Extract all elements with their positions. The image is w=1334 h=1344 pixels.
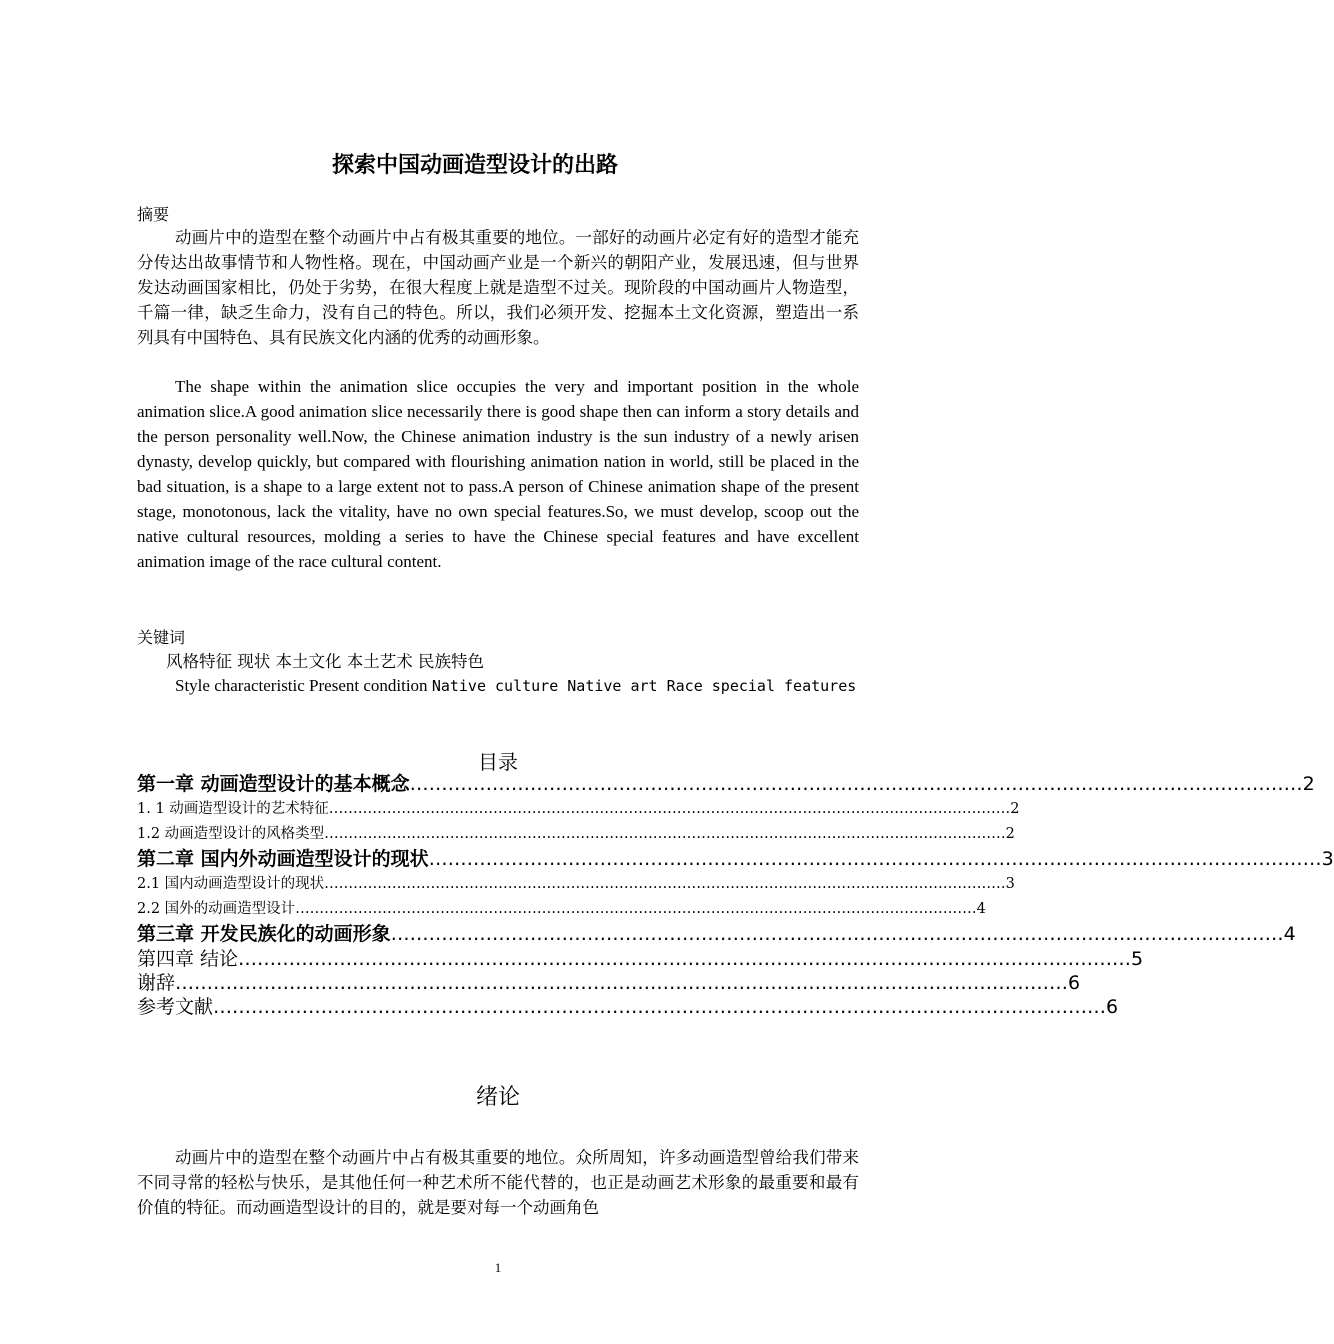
keywords-english bbox=[137, 673, 859, 699]
keywords-english-part1: Style characteristic Present condition bbox=[175, 676, 432, 695]
toc-entry-page: 6 bbox=[1106, 996, 1119, 1018]
keywords-english-part2: Native culture Native art Race special features bbox=[431, 677, 857, 695]
toc-leader-dots: …………………………………………………………………………………………………………………………… bbox=[409, 773, 1303, 795]
toc-entry-page: 3 bbox=[1005, 876, 1015, 892]
toc-leader-dots: …………………………………………………………………………………………………………………………… bbox=[328, 801, 1011, 817]
toc-entry-label: 第二章 国内外动画造型设计的现状 bbox=[137, 848, 429, 870]
toc-leader-dots: …………………………………………………………………………………………………………………………… bbox=[324, 876, 1006, 892]
introduction-heading: 绪论 bbox=[475, 1085, 520, 1110]
table-of-contents bbox=[137, 772, 1334, 1019]
toc-entry-label: 第三章 开发民族化的动画形象 bbox=[137, 923, 391, 945]
toc-entry-page: 2 bbox=[1010, 801, 1020, 817]
toc-entry-page: 2 bbox=[1005, 826, 1015, 842]
toc-entry-page: 5 bbox=[1131, 948, 1144, 970]
abstract-english: The shape within the animation slice occupies the very and important position in the whole animation slice.A good animation slice necessarily there is good shape then can inform a story details and the person personality well.Now, the Chinese animation industry is the sun industry of a newly arisen dynasty, develop quickly, but compared with flourishing animation nation in world, still be placed in the bad situation, is a shape to a large extent not to pass.A person of Chinese animation shape of the present stage, monotonous, lack the vitality, have no own special features.So, we must develop, scoop out the native cultural resources, molding a series to have the Chinese special features and have excellent animation image of the race cultural content. bbox=[137, 377, 859, 571]
toc-entry bbox=[137, 797, 1020, 822]
toc-entry-label: 第一章 动画造型设计的基本概念 bbox=[137, 773, 410, 795]
toc-entry bbox=[137, 947, 1144, 971]
toc-leader-dots: …………………………………………………………………………………………………………………………… bbox=[175, 972, 1069, 994]
toc-entry-label: 2.1 国内动画造型设计的现状 bbox=[137, 876, 325, 892]
keywords-heading: 关键词 bbox=[137, 628, 186, 647]
toc-leader-dots: …………………………………………………………………………………………………………………………… bbox=[238, 948, 1132, 970]
toc-entry-label: 第四章 结论 bbox=[137, 948, 239, 970]
toc-entry bbox=[137, 822, 1015, 847]
toc-entry-label: 1.2 动画造型设计的风格类型 bbox=[137, 826, 325, 842]
toc-entry-label: 参考文献 bbox=[137, 996, 214, 1018]
toc-leader-dots: …………………………………………………………………………………………………………………………… bbox=[295, 901, 977, 917]
toc-entry-label: 1. 1 动画造型设计的艺术特征 bbox=[137, 801, 329, 817]
toc-entry-page: 3 bbox=[1321, 848, 1334, 870]
toc-entry-page: 4 bbox=[1283, 923, 1296, 945]
toc-entry-page: 4 bbox=[976, 901, 986, 917]
abstract-chinese: 动画片中的造型在整个动画片中占有极其重要的地位。一部好的动画片必定有好的造型才能充分传达出故事情节和人物性格。现在，中国动画产业是一个新兴的朝阳产业，发展迅速，但与世界发达动画国家相比，仍处于劣势，在很大程度上就是造型不过关。现阶段的中国动画片人物造型，千篇一律，缺乏生命力，没有自己的特色。所以，我们必须开发、挖掘本土文化资源，塑造出一系列具有中国特色、具有民族文化内涵的优秀的动画形象。 bbox=[137, 228, 859, 347]
toc-entry-page: 6 bbox=[1068, 972, 1081, 994]
toc-leader-dots: …………………………………………………………………………………………………………………………… bbox=[324, 826, 1006, 842]
toc-entry bbox=[137, 971, 1081, 995]
toc-entry-label: 谢辞 bbox=[137, 972, 176, 994]
toc-entry-label: 2.2 国外的动画造型设计 bbox=[137, 901, 296, 917]
toc-entry bbox=[137, 922, 1296, 947]
introduction-text: 动画片中的造型在整个动画片中占有极其重要的地位。众所周知，许多动画造型曾给我们带来不同寻常的轻松与快乐，是其他任何一种艺术所不能代替的，也正是动画艺术形象的最重要和最有价值的特征。而动画造型设计的目的，就是要对每一个动画角色 bbox=[137, 1148, 859, 1217]
toc-entry bbox=[137, 897, 986, 922]
toc-entry bbox=[137, 995, 1119, 1019]
toc-leader-dots: …………………………………………………………………………………………………………………………… bbox=[390, 923, 1284, 945]
toc-entry bbox=[137, 872, 1015, 897]
toc-title: 目录 bbox=[478, 750, 518, 774]
document-title: 探索中国动画造型设计的出路 bbox=[331, 153, 618, 178]
abstract-heading: 摘要 bbox=[137, 205, 170, 224]
toc-entry-page: 2 bbox=[1302, 773, 1315, 795]
keywords-chinese: 风格特征 现状 本土文化 本土艺术 民族特色 bbox=[166, 652, 484, 671]
toc-leader-dots: …………………………………………………………………………………………………………………………… bbox=[213, 996, 1107, 1018]
toc-leader-dots: …………………………………………………………………………………………………………………………… bbox=[428, 848, 1322, 870]
toc-entry bbox=[137, 772, 1315, 797]
page-number: 1 bbox=[494, 1260, 502, 1275]
toc-entry bbox=[137, 847, 1334, 872]
